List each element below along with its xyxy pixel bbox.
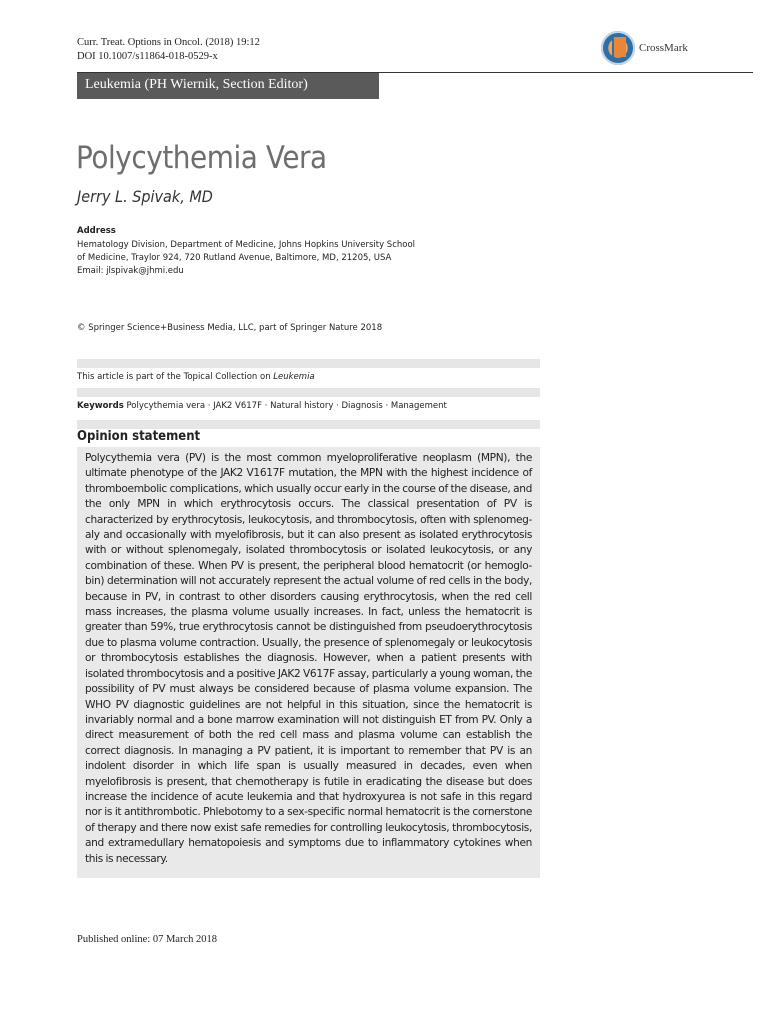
opinion-box <box>77 447 540 878</box>
crossmark-badge[interactable] <box>601 31 688 65</box>
keywords-label: Keywords <box>77 401 124 411</box>
journal-line: Curr. Treat. Options in Oncol. (2018) 19:12 <box>77 37 260 48</box>
topical-collection <box>77 372 315 382</box>
address-line: of Medicine, Traylor 924, 720 Rutland Avenue, Baltimore, MD, 21205, USA <box>77 253 392 263</box>
divider-band <box>77 359 540 368</box>
keywords-list: Polycythemia vera · JAK2 V617F · Natural history · Diagnosis · Management <box>126 401 447 411</box>
article-author: Jerry L. Spivak, MD <box>77 187 213 206</box>
opinion-text: Polycythemia vera (PV) is the most common myeloproliferative neoplasm (MPN), the ultimate phenotype of the JAK2 V1617F mutation, the MPN with the highest incidence of thromboembolic complications, which usually occur early in the course of the disease, and the only MPN in which erythrocytosis occurs. The classical presentation of PV is characterized by erythrocytosis, leukocytosis, and thrombocytosis, often with splenomeg-aly and occasionally with myelofibrosis, but it can also present as isolated erythrocytosis with or without splenomegaly, isolated thrombocytosis or isolated leukocytosis, or any combination of these. When PV is present, the peripheral blood hematocrit (or hemoglo-bin) determination will not accurately represent the actual volume of red cells in the body, because in PV, in contrast to other disorders causing erythrocytosis, when the red cell mass increases, the plasma volume usually increases. In fact, unless the hematocrit is greater than 59%, true erythrocytosis cannot be distinguished from pseudoerythrocytosis due to plasma volume contraction. Usually, the presence of splenomegaly or leukocytosis or thrombocytosis establishes the diagnosis. However, when a patient presents with isolated thrombocytosis and a positive JAK2 V617F assay, particularly a young woman, the possibility of PV must always be considered because of plasma volume expansion. The WHO PV diagnostic guidelines are not helpful in this situation, since the hematocrit is invariably normal and a bone marrow examination will not distinguish ET from PV. Only a direct measurement of both the red cell mass and plasma volume can establish the correct diagnosis. In managing a PV patient, it is important to remember that PV is an indolent disorder in which life span is usually measured in decades, even when myelofibrosis is present, that chemotherapy is futile in eradicating the disease but does increase the incidence of acute leukemia and that hydroxyurea is not safe in this regard nor is it antithrombotic. Phlebotomy to a sex-specific normal hematocrit is the cornerstone of therapy and there now exist safe remedies for controlling leukocytosis, thrombocytosis, and extramedullary hematopoiesis and symptoms due to inflammatory cytokines when this is necessary. <box>85 452 532 865</box>
address-block <box>77 239 415 278</box>
section-editor-bar: Leukemia (PH Wiernik, Section Editor) <box>77 73 379 99</box>
journal-citation <box>77 36 260 64</box>
divider-band <box>77 388 540 397</box>
topical-collection-name[interactable]: Leukemia <box>273 372 315 382</box>
published-date: Published online: 07 March 2018 <box>77 934 217 945</box>
crossmark-label[interactable]: CrossMark <box>639 42 688 54</box>
copyright-notice: © Springer Science+Business Media, LLC, part of Springer Nature 2018 <box>77 323 383 333</box>
address-label: Address <box>77 226 116 236</box>
topical-prefix: This article is part of the Topical Collection on <box>77 372 274 382</box>
divider-band <box>77 420 540 429</box>
article-title: Polycythemia Vera <box>76 140 327 176</box>
doi-line[interactable]: DOI 10.1007/s11864-018-0529-x <box>77 51 218 62</box>
address-line: Hematology Division, Department of Medicine, Johns Hopkins University School <box>77 240 416 250</box>
email-line[interactable]: Email: jlspivak@jhmi.edu <box>77 266 184 276</box>
opinion-heading: Opinion statement <box>77 429 201 444</box>
crossmark-icon[interactable] <box>601 31 635 65</box>
keywords-line <box>77 401 447 411</box>
